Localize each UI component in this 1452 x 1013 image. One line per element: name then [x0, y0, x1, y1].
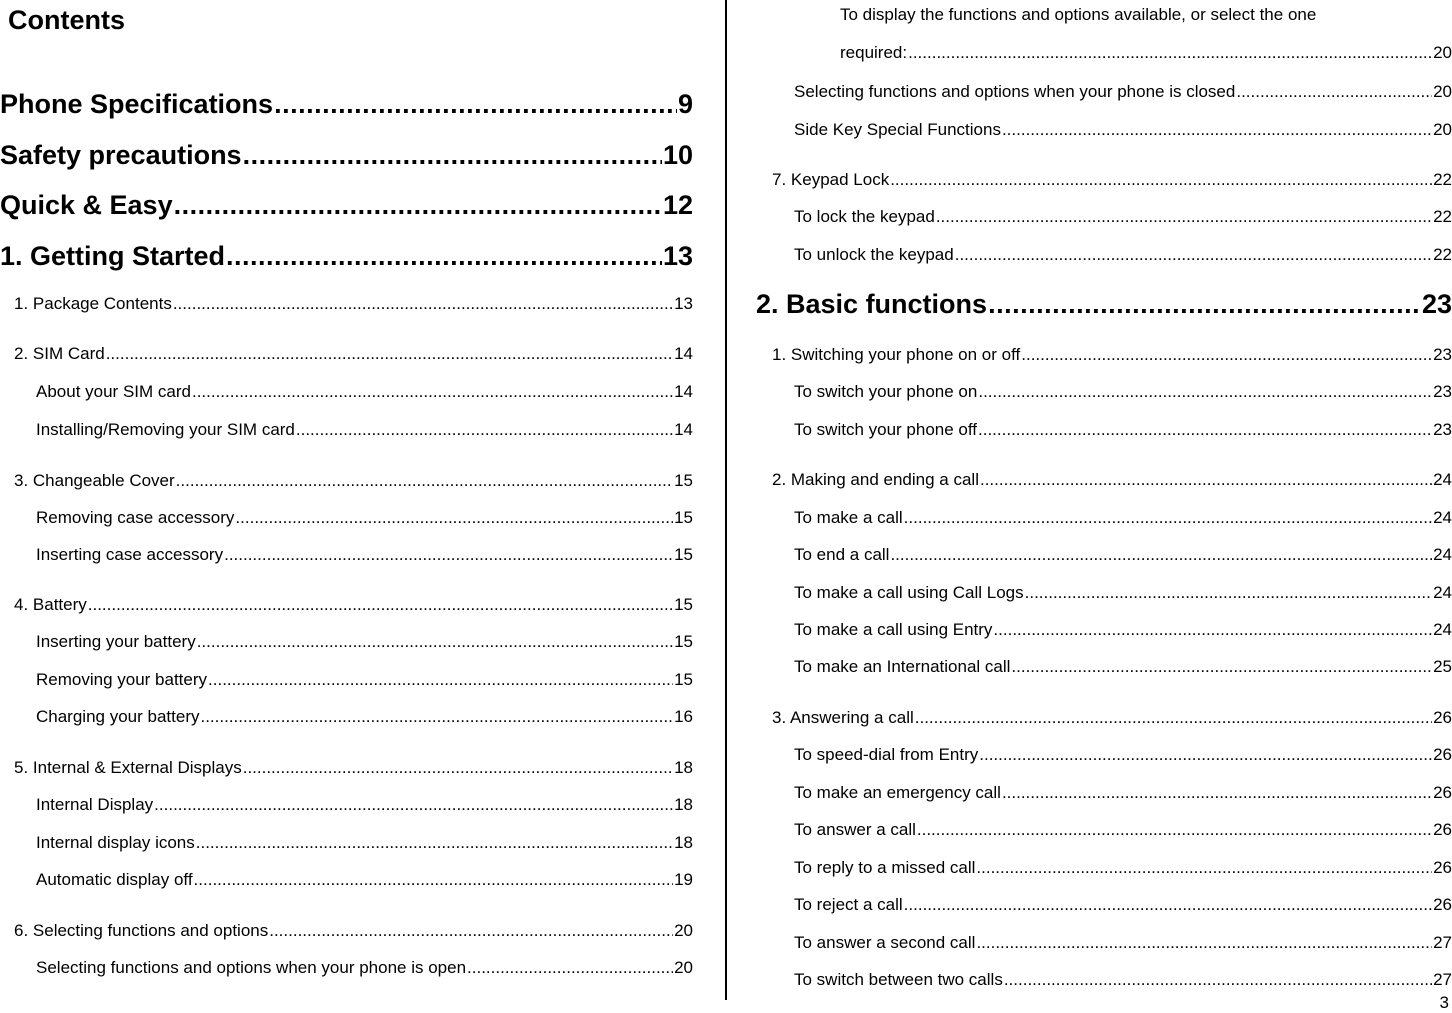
toc-entry-page: 15 — [674, 545, 693, 564]
toc-entry-label: 1. Switching your phone on or off — [772, 345, 1021, 364]
toc-entry[interactable] — [756, 344, 1452, 366]
toc-entry-label: required: — [840, 43, 908, 62]
toc-entry-page: 18 — [674, 795, 693, 814]
toc-entry[interactable] — [0, 669, 693, 691]
column-divider — [725, 0, 727, 1000]
toc-entry-page: 24 — [1433, 470, 1452, 489]
toc-entry-label: Inserting your battery — [36, 632, 196, 651]
toc-entry-page: 15 — [674, 471, 693, 490]
toc-entry[interactable] — [756, 656, 1452, 678]
toc-entry-page: 24 — [1433, 620, 1452, 639]
toc-entry[interactable] — [756, 469, 1452, 491]
toc-entry-label: To reply to a missed call — [794, 858, 976, 877]
toc-entry-page: 20 — [674, 921, 693, 940]
toc-entry-label: Removing case accessory — [36, 508, 235, 527]
toc-entry-label: Internal display icons — [36, 833, 195, 852]
toc-entry-page: 26 — [1433, 858, 1452, 877]
toc-entry-label: To end a call — [794, 545, 890, 564]
toc-entry[interactable] — [756, 782, 1452, 804]
toc-entry-label: To lock the keypad — [794, 207, 935, 226]
toc-entry-page: 20 — [674, 958, 693, 977]
toc-entry[interactable] — [756, 244, 1452, 266]
toc-entry-label: 2. Making and ending a call — [772, 470, 979, 489]
toc-entry-page: 23 — [1433, 420, 1452, 439]
toc-entry-label: Selecting functions and options when your phone is closed — [794, 82, 1236, 101]
toc-entry[interactable] — [0, 381, 693, 403]
toc-entry[interactable] — [0, 794, 693, 816]
toc-entry-label: 1. Getting Started — [0, 241, 226, 271]
toc-entry-page: 26 — [1433, 708, 1452, 727]
toc-entry[interactable] — [0, 920, 693, 942]
toc-entry-label: Quick & Easy — [0, 190, 173, 220]
toc-entry-label: To switch your phone off — [794, 420, 978, 439]
toc-entry[interactable] — [756, 582, 1452, 604]
toc-entry[interactable] — [0, 238, 693, 274]
toc-entry-label: Charging your battery — [36, 707, 200, 726]
toc-entry[interactable] — [756, 744, 1452, 766]
toc-entry-page: 27 — [1433, 970, 1452, 989]
toc-entry-page: 15 — [674, 595, 693, 614]
toc-entry[interactable] — [756, 81, 1452, 103]
toc-entry-label: 2. Basic functions — [756, 289, 988, 319]
toc-entry-page: 25 — [1433, 657, 1452, 676]
toc-entry-page: 24 — [1433, 545, 1452, 564]
toc-entry[interactable] — [756, 169, 1452, 191]
toc-entry[interactable] — [756, 381, 1452, 403]
toc-entry-label: 1. Package Contents — [14, 294, 172, 313]
toc-entry-label: 5. Internal & External Displays — [14, 758, 242, 777]
toc-entry[interactable] — [0, 832, 693, 854]
toc-entry-label: Selecting functions and options when your phone is open — [36, 958, 467, 977]
toc-entry-label: To make a call using Call Logs — [794, 583, 1024, 602]
toc-entry-page: 24 — [1433, 583, 1452, 602]
toc-entry-page: 22 — [1433, 170, 1452, 189]
toc-entry[interactable] — [756, 206, 1452, 228]
toc-entry-label: Safety precautions — [0, 140, 242, 170]
toc-entry-label: 3. Changeable Cover — [14, 471, 175, 490]
toc-entry[interactable] — [0, 869, 693, 891]
toc-entry-page: 9 — [677, 89, 693, 119]
toc-entry-label: Installing/Removing your SIM card — [36, 420, 295, 439]
toc-entry-label: To make an International call — [794, 657, 1011, 676]
toc-entry-label: To switch between two calls — [794, 970, 1003, 989]
toc-entry[interactable] — [0, 343, 693, 365]
toc-entry[interactable] — [0, 187, 693, 223]
toc-entry-label: Automatic display off — [36, 870, 193, 889]
toc-entry-label: To reject a call — [794, 895, 903, 914]
toc-entry[interactable] — [756, 819, 1452, 841]
toc-entry-label: 2. SIM Card — [14, 344, 105, 363]
toc-entry[interactable] — [756, 619, 1452, 641]
toc-entry[interactable] — [0, 631, 693, 653]
toc-entry-page: 16 — [674, 707, 693, 726]
toc-entry[interactable] — [0, 706, 693, 728]
toc-entry-label: To answer a call — [794, 820, 916, 839]
toc-entry[interactable] — [0, 957, 693, 979]
toc-entry-page: 18 — [674, 833, 693, 852]
toc-entry-page: 10 — [662, 140, 693, 170]
toc-entry-label: 4. Battery — [14, 595, 87, 614]
toc-entry-label: To make a call — [794, 508, 903, 527]
toc-entry-page: 14 — [674, 420, 693, 439]
toc-entry[interactable] — [756, 969, 1452, 991]
toc-entry-page: 23 — [1421, 289, 1452, 319]
toc-entry[interactable] — [756, 707, 1452, 729]
toc-entry[interactable] — [0, 293, 693, 315]
toc-entry-page: 12 — [662, 190, 693, 220]
toc-entry[interactable] — [0, 507, 693, 529]
toc-entry[interactable] — [756, 286, 1452, 322]
toc-entry[interactable] — [0, 419, 693, 441]
toc-entry-label: Side Key Special Functions — [794, 120, 1001, 139]
toc-entry[interactable] — [0, 594, 693, 616]
toc-entry[interactable] — [756, 894, 1452, 916]
toc-entry-label: To switch your phone on — [794, 382, 978, 401]
toc-entry-page: 14 — [674, 344, 693, 363]
toc-entry-label: To answer a second call — [794, 933, 976, 952]
toc-entry-page: 15 — [674, 632, 693, 651]
toc-entry[interactable] — [756, 932, 1452, 954]
toc-entry-label: To make a call using Entry — [794, 620, 993, 639]
toc-entry-page: 26 — [1433, 895, 1452, 914]
toc-entry-page: 14 — [674, 382, 693, 401]
toc-entry-page: 15 — [674, 670, 693, 689]
toc-entry-label: Internal Display — [36, 795, 154, 814]
toc-entry-label: 6. Selecting functions and options — [14, 921, 269, 940]
toc-entry-page: 18 — [674, 758, 693, 777]
toc-entry-page: 13 — [674, 294, 693, 313]
toc-entry-label: 7. Keypad Lock — [772, 170, 890, 189]
toc-entry[interactable] — [756, 119, 1452, 141]
toc-entry[interactable] — [756, 544, 1452, 566]
toc-entry-label: Inserting case accessory — [36, 545, 224, 564]
toc-entry-label: Removing your battery — [36, 670, 208, 689]
toc-entry-page: 27 — [1433, 933, 1452, 952]
toc-entry-page: 20 — [1433, 82, 1452, 101]
toc-entry-page: 15 — [674, 508, 693, 527]
toc-entry-label: Phone Specifications — [0, 89, 274, 119]
toc-entry-page: 20 — [1433, 120, 1452, 139]
toc-entry-page: 23 — [1433, 345, 1452, 364]
toc-entry[interactable] — [0, 86, 693, 122]
toc-entry-page: 26 — [1433, 820, 1452, 839]
toc-entry-label: About your SIM card — [36, 382, 191, 401]
toc-entry-page: 22 — [1433, 245, 1452, 264]
toc-entry[interactable] — [0, 470, 693, 492]
toc-entry[interactable] — [756, 42, 1452, 64]
toc-entry-label: To unlock the keypad — [794, 245, 954, 264]
toc-entry-page: 26 — [1433, 745, 1452, 764]
toc-entry-page: 13 — [662, 241, 693, 271]
toc-entry-page: 22 — [1433, 207, 1452, 226]
toc-entry[interactable] — [0, 544, 693, 566]
toc-entry-page: 23 — [1433, 382, 1452, 401]
page-number: 3 — [1439, 993, 1449, 1012]
toc-entry[interactable] — [756, 857, 1452, 879]
page-title: Contents — [8, 5, 125, 35]
toc-entry[interactable] — [756, 419, 1452, 441]
toc-entry-page: 24 — [1433, 508, 1452, 527]
toc-entry-label: To speed-dial from Entry — [794, 745, 979, 764]
toc-entry[interactable] — [0, 137, 693, 173]
toc-entry[interactable] — [756, 507, 1452, 529]
toc-entry-label: 3. Answering a call — [772, 708, 914, 727]
toc-entry-label-continued: To display the functions and options available, or select the one — [840, 5, 1317, 24]
toc-entry-page: 19 — [674, 870, 693, 889]
toc-entry[interactable] — [0, 757, 693, 779]
toc-entry-page: 20 — [1433, 43, 1452, 62]
toc-entry-page: 26 — [1433, 783, 1452, 802]
toc-entry-label: To make an emergency call — [794, 783, 1001, 802]
